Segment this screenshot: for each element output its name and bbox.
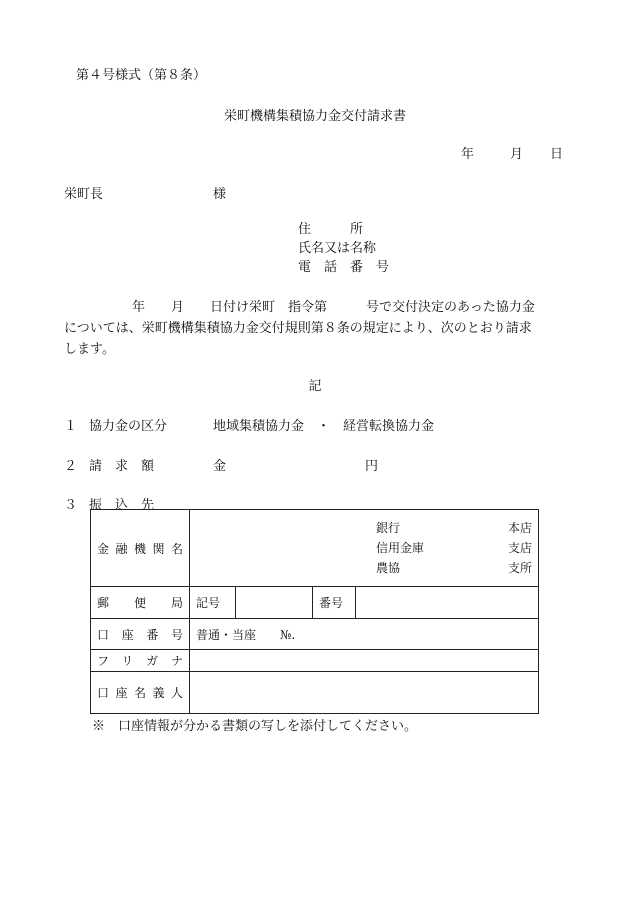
account-type: 普通・当座 №. <box>196 627 296 642</box>
furigana-label: フリガナ <box>97 654 183 668</box>
addressee <box>64 183 226 202</box>
date-year: 年 <box>461 147 475 162</box>
account-number-row <box>91 619 539 650</box>
holder-label: 口座名義人 <box>97 686 183 700</box>
nokyo-branch: 支所 <box>507 561 532 575</box>
holder-row <box>91 672 539 714</box>
symbol-label: 記号 <box>196 596 221 610</box>
post-office-row <box>91 587 539 619</box>
institution-value-cell[interactable] <box>190 510 539 587</box>
item1-label: 協力金の区分 <box>89 419 168 434</box>
body-line-1: 年 月 日付け栄町 指令第 号で交付決定のあった協力金 <box>132 300 535 315</box>
phone-label: 電 話 番 号 <box>298 260 390 275</box>
account-number-label: 口座番号 <box>97 627 183 642</box>
item-amount <box>64 455 378 474</box>
name-label: 氏名又は名称 <box>298 241 377 256</box>
date-day: 日 <box>550 147 564 162</box>
item1-number: １ <box>64 419 78 434</box>
nokyo-type: 農協 <box>376 561 401 575</box>
item2-suffix: 円 <box>365 459 379 474</box>
item2-prefix: 金 <box>213 459 227 474</box>
item1-value: 地域集積協力金 ・ 経営転換協力金 <box>213 419 435 434</box>
holder-label-cell <box>91 672 190 714</box>
bank-branch: 本店 <box>507 521 532 535</box>
body-line-2: については、栄町機構集積協力金交付規則第８条の規定により、次のとおり請求 <box>64 321 532 336</box>
date-line <box>461 143 563 162</box>
furigana-label-cell <box>91 650 190 672</box>
item3-label: 振 込 先 <box>89 498 155 513</box>
bank-table <box>90 509 539 714</box>
institution-label-cell <box>91 510 190 587</box>
form-number: 第４号様式（第８条） <box>76 68 207 83</box>
applicant-block <box>298 220 389 277</box>
institution-option-3 <box>376 558 532 578</box>
document-title: 栄町機構集積協力金交付請求書 <box>223 109 406 124</box>
item3-number: ３ <box>64 498 78 513</box>
number-value-cell[interactable] <box>356 587 539 619</box>
item2-label: 請 求 額 <box>89 459 155 474</box>
post-office-label: 郵便局 <box>97 596 183 610</box>
account-number-value-cell[interactable] <box>190 619 539 650</box>
item-category <box>64 415 434 434</box>
bank-type: 銀行 <box>376 521 401 535</box>
institution-option-2 <box>376 538 532 558</box>
symbol-value-cell[interactable] <box>236 587 313 619</box>
addressee-name: 栄町長 <box>64 187 104 202</box>
date-month: 月 <box>510 147 524 162</box>
shinkin-branch: 支店 <box>507 541 532 555</box>
institution-label: 金融機関名 <box>97 541 183 556</box>
addressee-honorific: 様 <box>213 187 227 202</box>
ki-heading: 記 <box>308 379 322 394</box>
symbol-label-cell <box>190 587 236 619</box>
address-label: 住 所 <box>298 222 364 237</box>
request-body <box>64 297 564 360</box>
number-label-cell <box>313 587 356 619</box>
body-line-3: します。 <box>64 342 115 357</box>
institution-row <box>91 510 539 587</box>
item2-number: ２ <box>64 459 78 474</box>
furigana-row <box>91 650 539 672</box>
account-number-label-cell <box>91 619 190 650</box>
attachment-note: ※ 口座情報が分かる書類の写しを添付してください。 <box>92 719 418 734</box>
number-label: 番号 <box>319 596 344 610</box>
shinkin-type: 信用金庫 <box>376 541 425 555</box>
holder-value-cell[interactable] <box>190 672 539 714</box>
post-office-label-cell <box>91 587 190 619</box>
institution-option-1 <box>376 518 532 538</box>
furigana-value-cell[interactable] <box>190 650 539 672</box>
